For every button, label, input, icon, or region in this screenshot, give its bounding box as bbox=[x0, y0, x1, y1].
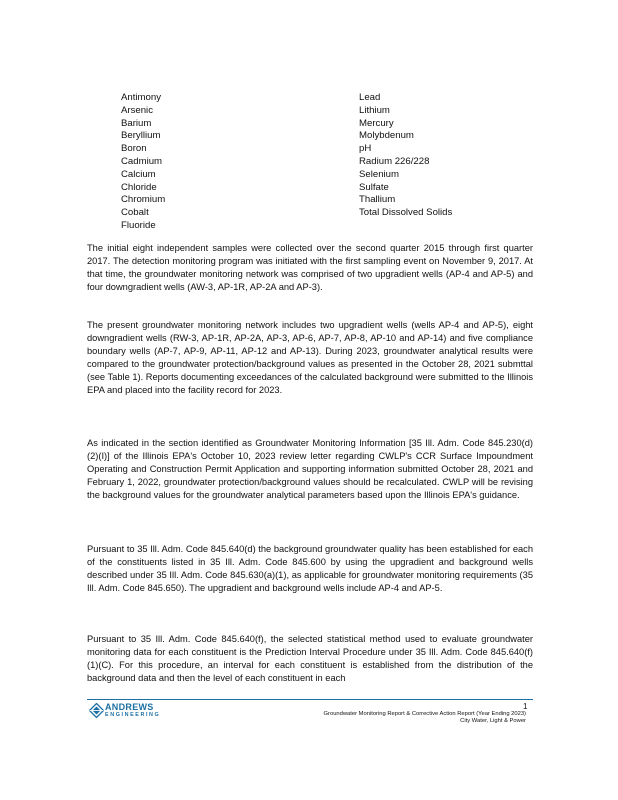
parameter-label: Sulfate bbox=[359, 181, 389, 193]
parameter-item bbox=[342, 169, 452, 182]
parameter-item bbox=[104, 194, 165, 207]
logo-subtitle: ENGINEERING bbox=[105, 712, 161, 718]
parameter-item bbox=[342, 130, 452, 143]
parameter-label: pH bbox=[359, 143, 372, 155]
parameter-item bbox=[104, 182, 165, 195]
parameter-label: Boron bbox=[121, 143, 147, 155]
parameter-item bbox=[342, 118, 452, 131]
paragraph-monitoring-network: The present groundwater monitoring network includes two upgradient wells (wells AP-4 and AP-5), eight downgradient wells (RW-3, AP-1R, AP-2A, AP-3, AP-6, AP-7, AP-8, AP-10 and AP-14) and five compliance boundary wells (AP-7, AP-9, AP-11, AP-12 and AP-13). During 2023, groundwater analytical results were compared to the groundwater protection/background values as presented in the October 28, 2021 submttal (see Table 1). Reports documenting exceedances of the calculated background were submitted to the Illinois EPA and placed into the facility record for 2023. bbox=[87, 320, 533, 396]
footer-divider bbox=[87, 699, 533, 700]
parameter-item bbox=[104, 207, 165, 220]
parameter-label: Radium 226/228 bbox=[359, 155, 430, 167]
parameter-item bbox=[342, 92, 452, 105]
parameter-item bbox=[104, 220, 165, 233]
paragraph-statistical-method: Pursuant to 35 Ill. Adm. Code 845.640(f), the selected statistical method used to evaluate groundwater monitoring data for each constituent is the Prediction Interval Procedure under 35 Ill. Adm. Code 845.640(f)(1)(C). For this procedure, an interval for each constituent is established from the distribution of the background data and then the level of each constituent in each bbox=[87, 634, 533, 684]
parameter-label: Calcium bbox=[121, 168, 156, 180]
parameter-item bbox=[104, 156, 165, 169]
page-number: 1 bbox=[523, 702, 528, 711]
parameter-item bbox=[342, 182, 452, 195]
parameter-label: Chromium bbox=[121, 194, 166, 206]
parameter-label: Chloride bbox=[121, 181, 157, 193]
parameter-item bbox=[104, 169, 165, 182]
paragraph-background-revision: As indicated in the section identified as Groundwater Monitoring Information [35 Ill. Adm. Code 845.230(d)(2)(I)] of the Illinois EPA's October 10, 2023 review letter regarding CWLP's CCR Surface Impoundment Operating and Construction Permit Application and supporting information submitted October 28, 2021 and February 1, 2022, groundwater protection/background values should be recalculated. CWLP will be revising the background values for the groundwater analytical parameters based upon the Illinois EPA's guidance. bbox=[87, 438, 533, 501]
parameter-label: Thallium bbox=[359, 194, 396, 206]
footer-client-name: City Water, Light & Power bbox=[460, 718, 526, 724]
parameter-label: Arsenic bbox=[121, 104, 153, 116]
parameter-list-left bbox=[104, 92, 165, 233]
parameter-label: Cobalt bbox=[121, 207, 149, 219]
parameter-item bbox=[104, 118, 165, 131]
parameter-label: Antimony bbox=[121, 92, 161, 103]
parameter-label: Molybdenum bbox=[359, 130, 414, 142]
footer-report-title: Groundwater Monitoring Report & Corrective Action Report (Year Ending 2023) bbox=[323, 711, 526, 717]
parameter-item bbox=[104, 92, 165, 105]
parameter-label: Cadmium bbox=[121, 155, 163, 167]
parameter-label: Selenium bbox=[359, 168, 399, 180]
parameter-item bbox=[342, 156, 452, 169]
paragraph-initial-samples: The initial eight independent samples were collected over the second quarter 2015 through first quarter 2017. The detection monitoring program was initiated with the first sampling event on November 9, 2017. At that time, the groundwater monitoring network was comprised of two upgradient wells (AP-4 and AP-5) and four downgradient wells (AW-3, AP-1R, AP-2A and AP-3). bbox=[87, 243, 533, 293]
parameter-label: Lead bbox=[359, 92, 381, 103]
paragraph-background-quality: Pursuant to 35 Ill. Adm. Code 845.640(d) the background groundwater quality has been established for each of the constituents listed in 35 Ill. Adm. Code 845.600 by using the upgradient and background wells described under 35 Ill. Adm. Code 845.630(a)(1), as applicable for groundwater monitoring requirements (35 Ill. Adm. Code 845.650). The upgradient and background wells include AP-4 and AP-5. bbox=[87, 544, 533, 594]
parameter-label: Lithium bbox=[359, 104, 390, 116]
parameter-list-right bbox=[342, 92, 452, 220]
parameter-item bbox=[342, 194, 452, 207]
parameter-label: Beryllium bbox=[121, 130, 161, 142]
parameter-item bbox=[342, 143, 452, 156]
andrews-engineering-logo bbox=[89, 702, 179, 724]
logo-mark-icon bbox=[89, 703, 104, 718]
parameter-label: Mercury bbox=[359, 117, 394, 129]
parameter-item bbox=[342, 207, 452, 220]
parameter-item bbox=[104, 105, 165, 118]
parameter-label: Fluoride bbox=[121, 219, 156, 231]
parameter-item bbox=[342, 105, 452, 118]
logo-name: ANDREWS bbox=[105, 702, 154, 712]
parameter-label: Total Dissolved Solids bbox=[359, 207, 453, 219]
parameter-item bbox=[104, 143, 165, 156]
parameter-label: Barium bbox=[121, 117, 152, 129]
parameter-item bbox=[104, 130, 165, 143]
